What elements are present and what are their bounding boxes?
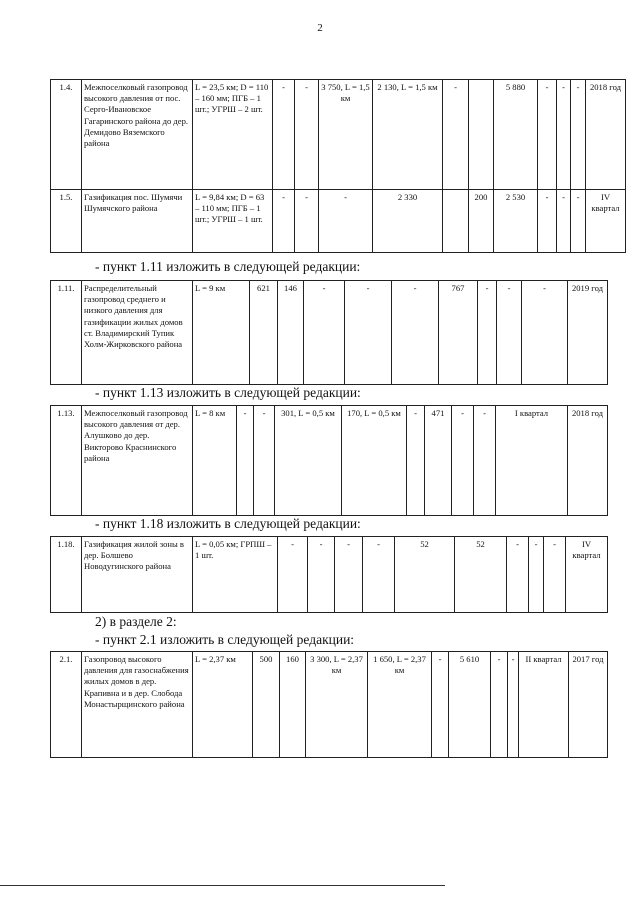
value-cell: 2 530 bbox=[494, 190, 538, 253]
object-name: Газопровод высокого давления для газоснабжения жилых домов в дер. Крапивна и в дер. Слобода Монастырщинского района bbox=[82, 652, 193, 758]
value-cell bbox=[469, 80, 494, 190]
value-cell: - bbox=[345, 281, 392, 385]
object-spec: L = 23,5 км; D = 110 – 160 мм; ПГБ – 1 шт.; УГРШ – 2 шт. bbox=[193, 80, 273, 190]
amendment-heading-1-18: - пункт 1.18 изложить в следующей редакции: bbox=[95, 516, 361, 531]
value-cell: - bbox=[295, 190, 319, 253]
amendment-heading-1-13: - пункт 1.13 изложить в следующей редакции: bbox=[95, 385, 361, 400]
value-cell: - bbox=[508, 652, 519, 758]
table-row-1-5 bbox=[51, 190, 626, 253]
value-cell bbox=[443, 190, 469, 253]
value-cell: 5 880 bbox=[494, 80, 538, 190]
value-cell: - bbox=[363, 537, 395, 613]
value-cell: - bbox=[308, 537, 335, 613]
value-cell: 2 130, L = 1,5 км bbox=[373, 80, 443, 190]
value-cell: - bbox=[571, 190, 586, 253]
value-cell: - bbox=[335, 537, 363, 613]
table-item-1-18 bbox=[50, 536, 608, 613]
completion-date: 2018 год bbox=[586, 80, 626, 190]
value-cell: 1 650, L = 2,37 км bbox=[368, 652, 432, 758]
value-cell: - bbox=[254, 406, 275, 516]
row-number: 1.13. bbox=[51, 406, 82, 516]
completion-date: IV квартал bbox=[586, 190, 626, 253]
value-cell: 160 bbox=[280, 652, 306, 758]
row-number: 1.5. bbox=[51, 190, 82, 253]
completion-date: 2017 год bbox=[569, 652, 608, 758]
completion-date: 2018 год bbox=[568, 406, 608, 516]
section-2-heading: 2) в разделе 2: bbox=[95, 614, 177, 629]
value-cell: 2 330 bbox=[373, 190, 443, 253]
object-spec: L = 0,05 км; ГРПШ – 1 шт. bbox=[193, 537, 278, 613]
object-spec: L = 2,37 км bbox=[193, 652, 253, 758]
object-name: Газификация жилой зоны в дер. Болшево Новодугинского района bbox=[82, 537, 193, 613]
amendment-heading-1-11: - пункт 1.11 изложить в следующей редакции: bbox=[95, 259, 361, 274]
completion-date: 2019 год bbox=[568, 281, 608, 385]
value-cell: - bbox=[407, 406, 425, 516]
value-cell: - bbox=[273, 80, 295, 190]
value-cell: - bbox=[474, 406, 496, 516]
table-row-1-18 bbox=[51, 537, 608, 613]
value-cell: 301, L = 0,5 км bbox=[275, 406, 342, 516]
value-cell: 52 bbox=[395, 537, 455, 613]
value-cell: 621 bbox=[250, 281, 278, 385]
object-spec: L = 8 км bbox=[193, 406, 237, 516]
page-number: 2 bbox=[317, 22, 323, 34]
table-items-1-4-1-5 bbox=[50, 79, 626, 253]
value-cell: - bbox=[319, 190, 373, 253]
table-row-1-13 bbox=[51, 406, 608, 516]
value-cell: - bbox=[491, 652, 508, 758]
value-cell: - bbox=[544, 537, 566, 613]
value-cell: - bbox=[529, 537, 544, 613]
object-name: Газификация пос. Шумячи Шумячского района bbox=[82, 190, 193, 253]
row-number: 1.4. bbox=[51, 80, 82, 190]
value-cell: - bbox=[497, 281, 522, 385]
value-cell: - bbox=[273, 190, 295, 253]
value-cell: 471 bbox=[425, 406, 452, 516]
value-cell: 3 750, L = 1,5 км bbox=[319, 80, 373, 190]
value-cell: - bbox=[538, 80, 557, 190]
value-cell: - bbox=[557, 80, 571, 190]
table-item-1-11 bbox=[50, 280, 608, 385]
value-cell: 146 bbox=[278, 281, 304, 385]
table-row-1-11 bbox=[51, 281, 608, 385]
object-name: Распределительный газопровод среднего и низкого давления для газификации жилых домов ст. Владимирский Тупик Холм-Жирковского района bbox=[82, 281, 193, 385]
value-cell: 500 bbox=[253, 652, 280, 758]
table-item-2-1 bbox=[50, 651, 608, 758]
value-cell: - bbox=[571, 80, 586, 190]
row-number: 2.1. bbox=[51, 652, 82, 758]
object-spec: L = 9,84 км; D = 63 – 110 мм; ПГБ – 1 шт.; УГРШ – 1 шт. bbox=[193, 190, 273, 253]
value-cell: - bbox=[478, 281, 497, 385]
value-cell: - bbox=[507, 537, 529, 613]
value-cell: - bbox=[304, 281, 345, 385]
table-row-1-4 bbox=[51, 80, 626, 190]
value-cell: 5 610 bbox=[449, 652, 491, 758]
value-cell: II квартал bbox=[519, 652, 569, 758]
value-cell: - bbox=[295, 80, 319, 190]
value-cell: 767 bbox=[439, 281, 478, 385]
row-number: 1.11. bbox=[51, 281, 82, 385]
object-spec: L = 9 км bbox=[193, 281, 250, 385]
table-row-2-1 bbox=[51, 652, 608, 758]
footer-divider bbox=[0, 885, 445, 886]
object-name: Межпоселковый газопровод высокого давления от дер. Алушково до дер. Викторово Краснинского района bbox=[82, 406, 193, 516]
value-cell: - bbox=[452, 406, 474, 516]
value-cell: 200 bbox=[469, 190, 494, 253]
value-cell: I квартал bbox=[496, 406, 568, 516]
value-cell: - bbox=[392, 281, 439, 385]
amendment-heading-2-1: - пункт 2.1 изложить в следующей редакции: bbox=[95, 632, 355, 647]
table-item-1-13 bbox=[50, 405, 608, 516]
completion-date: IV квартал bbox=[566, 537, 608, 613]
value-cell: 52 bbox=[455, 537, 507, 613]
value-cell: - bbox=[237, 406, 254, 516]
value-cell: - bbox=[443, 80, 469, 190]
value-cell: 170, L = 0,5 км bbox=[342, 406, 407, 516]
value-cell: 3 300, L = 2,37 км bbox=[306, 652, 368, 758]
value-cell: - bbox=[522, 281, 568, 385]
value-cell: - bbox=[278, 537, 308, 613]
object-name: Межпоселковый газопровод высокого давления от пос. Серго-Ивановское Гагаринского района до дер. Демидово Вяземского района bbox=[82, 80, 193, 190]
value-cell: - bbox=[557, 190, 571, 253]
value-cell: - bbox=[538, 190, 557, 253]
row-number: 1.18. bbox=[51, 537, 82, 613]
value-cell: - bbox=[432, 652, 449, 758]
